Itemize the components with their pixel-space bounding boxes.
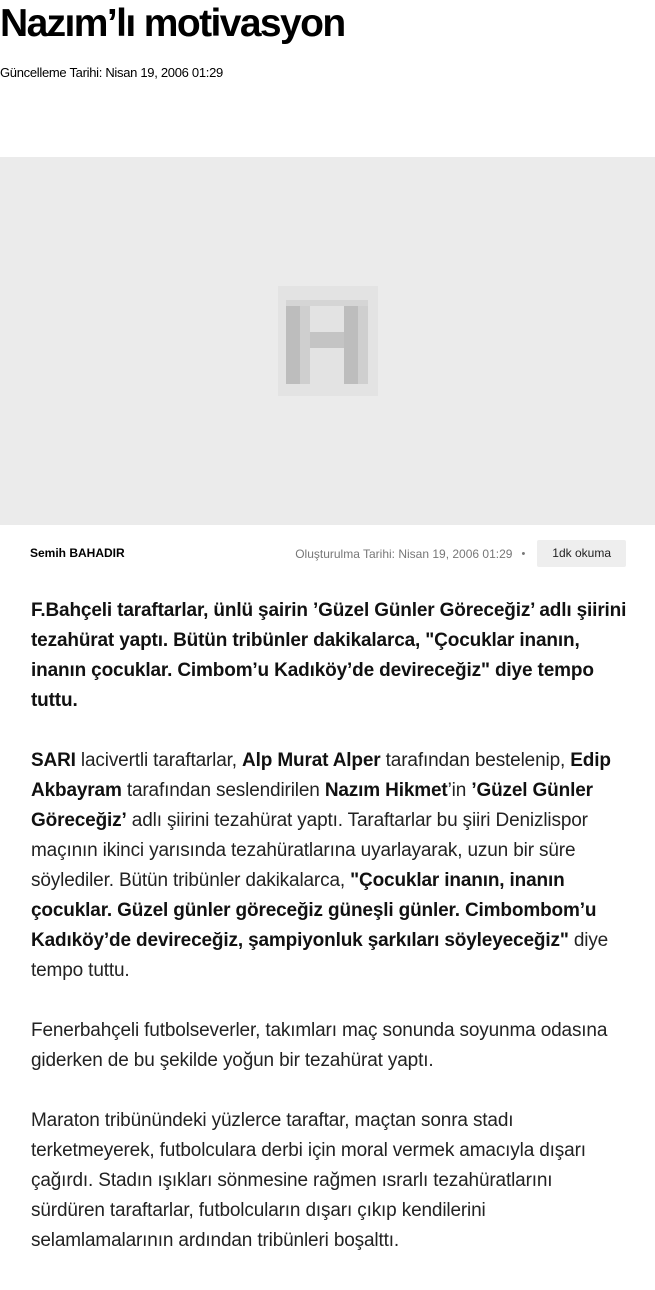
read-time-badge: 1dk okuma xyxy=(537,540,626,567)
strong-text: Alp Murat Alper xyxy=(242,750,381,771)
strong-text: SARI xyxy=(31,750,76,771)
strong-text: Edip Akbayram xyxy=(31,750,611,801)
article-paragraph-1 xyxy=(31,746,631,986)
body-text: tarafından seslendirilen xyxy=(121,780,325,801)
strong-text: "Çocuklar inanın, inanın çocuklar. Güzel günler göreceğiz güneşli günler. Cimbombom’u Kadıköy’de devireceğiz, şampiyonluk şarkıları söyleyeceğiz" xyxy=(31,870,597,951)
article-title: Nazım’lı motivasyon xyxy=(0,2,345,45)
meta-separator: • xyxy=(521,547,526,560)
strong-text: Nazım Hikmet xyxy=(324,780,448,801)
article-paragraph-2: Fenerbahçeli futbolseverler, takımları maç sonunda soyunma odasına giderken de bu şekilde yoğun bir tezahürat yaptı. xyxy=(31,1020,608,1071)
body-text: lacivertli taraftarlar, xyxy=(75,750,243,771)
article-body xyxy=(31,596,631,1286)
strong-text: ’Güzel Günler Göreceğiz’ xyxy=(31,780,593,831)
body-text: adlı şiirini tezahürat yaptı. Taraftarlar bu şiiri Denizlispor maçının ikinci yarısında tezahüratlarına uyarlayarak, uzun bir süre söylediler. Bütün tribünler dakikalarca, xyxy=(31,810,588,891)
created-date: Oluşturulma Tarihi: Nisan 19, 2006 01:29 xyxy=(295,546,513,561)
article-paragraph-3: Maraton tribünündeki yüzlerce taraftar, maçtan sonra stadı terketmeyerek, futbolculara derbi için moral vermek amacıyla dışarı çağırdı. Stadın ışıkları sönmesine rağmen ısrarlı tezahüratlarını sürdüren taraftarlar, futbolcuların dışarı çıkıp kendilerini selamlamalarının ardından tribünleri boşalttı. xyxy=(31,1110,586,1251)
body-text: tarafından bestelenip, xyxy=(380,750,571,771)
body-text: diye tempo tuttu. xyxy=(31,930,609,981)
updated-date: Güncelleme Tarihi: Nisan 19, 2006 01:29 xyxy=(0,65,223,80)
article-lead: F.Bahçeli taraftarlar, ünlü şairin ’Güzel Günler Göreceğiz’ adlı şiirini tezahürat yaptı. Bütün tribünler dakikalarca, "Çocuklar inanın, inanın çocuklar. Cimbom’u Kadıköy’de devireceğiz" diye tempo tuttu. xyxy=(31,600,627,711)
author-name[interactable]: Semih BAHADIR xyxy=(30,546,125,560)
site-logo-icon xyxy=(278,286,378,396)
article-meta xyxy=(295,540,626,567)
body-text: ’in xyxy=(447,780,472,801)
